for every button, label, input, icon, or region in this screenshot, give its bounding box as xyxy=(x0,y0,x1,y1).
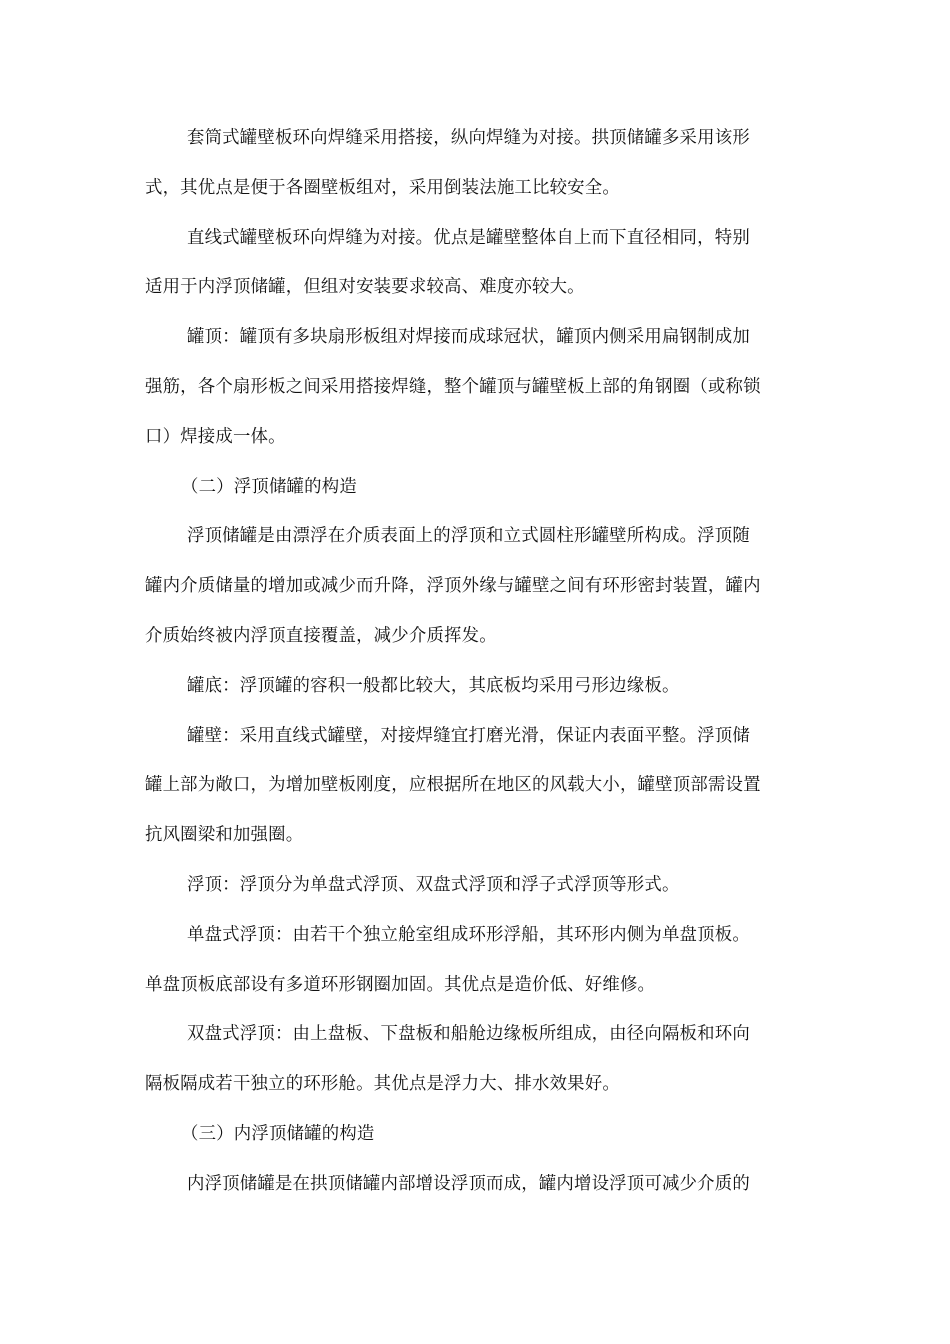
paragraph-line: 抗风圈梁和加强圈。 xyxy=(145,825,304,846)
paragraph-line: 浮顶：浮顶分为单盘式浮顶、双盘式浮顶和浮子式浮顶等形式。 xyxy=(187,874,680,895)
paragraph-line: 双盘式浮顶：由上盘板、下盘板和船舱边缘板所组成，由径向隔板和环向 xyxy=(187,1024,750,1045)
document-body xyxy=(145,114,810,1210)
paragraph-line: 内浮顶储罐是在拱顶储罐内部增设浮顶而成，罐内增设浮顶可减少介质的 xyxy=(187,1173,750,1194)
paragraph-line: 罐壁：采用直线式罐壁，对接焊缝宜打磨光滑，保证内表面平整。浮顶储 xyxy=(187,725,750,746)
paragraph-line: 罐底：浮顶罐的容积一般都比较大，其底板均采用弓形边缘板。 xyxy=(187,675,680,696)
paragraph-line: 单盘顶板底部设有多道环形钢圈加固。其优点是造价低、好维修。 xyxy=(145,974,656,995)
section-heading: （二）浮顶储罐的构造 xyxy=(181,476,357,497)
paragraph-line: 隔板隔成若干独立的环形舱。其优点是浮力大、排水效果好。 xyxy=(145,1074,620,1095)
paragraph-line: 强筋，各个扇形板之间采用搭接焊缝，整个罐顶与罐壁板上部的角钢圈（或称锁 xyxy=(145,376,761,397)
section-heading: （三）内浮顶储罐的构造 xyxy=(181,1123,375,1144)
paragraph-line: 罐上部为敞口，为增加壁板刚度，应根据所在地区的风载大小，罐壁顶部需设置 xyxy=(145,775,761,796)
paragraph-line: 口）焊接成一体。 xyxy=(145,426,286,447)
paragraph-line: 浮顶储罐是由漂浮在介质表面上的浮顶和立式圆柱形罐壁所构成。浮顶随 xyxy=(187,526,750,547)
paragraph-line: 适用于内浮顶储罐，但组对安装要求较高、难度亦较大。 xyxy=(145,277,585,298)
paragraph-line: 单盘式浮顶：由若干个独立舱室组成环形浮船，其环形内侧为单盘顶板。 xyxy=(187,924,750,945)
paragraph-line: 罐内介质储量的增加或减少而升降，浮顶外缘与罐壁之间有环形密封装置，罐内 xyxy=(145,576,761,597)
paragraph-line: 式，其优点是便于各圈壁板组对，采用倒装法施工比较安全。 xyxy=(145,177,620,198)
paragraph-line: 介质始终被内浮顶直接覆盖，减少介质挥发。 xyxy=(145,625,497,646)
paragraph-line: 罐顶：罐顶有多块扇形板组对焊接而成球冠状，罐顶内侧采用扁钢制成加 xyxy=(187,327,750,348)
paragraph-line: 套筒式罐壁板环向焊缝采用搭接，纵向焊缝为对接。拱顶储罐多采用该形 xyxy=(187,128,750,148)
paragraph-line: 直线式罐壁板环向焊缝为对接。优点是罐壁整体自上而下直径相同，特别 xyxy=(187,227,750,248)
